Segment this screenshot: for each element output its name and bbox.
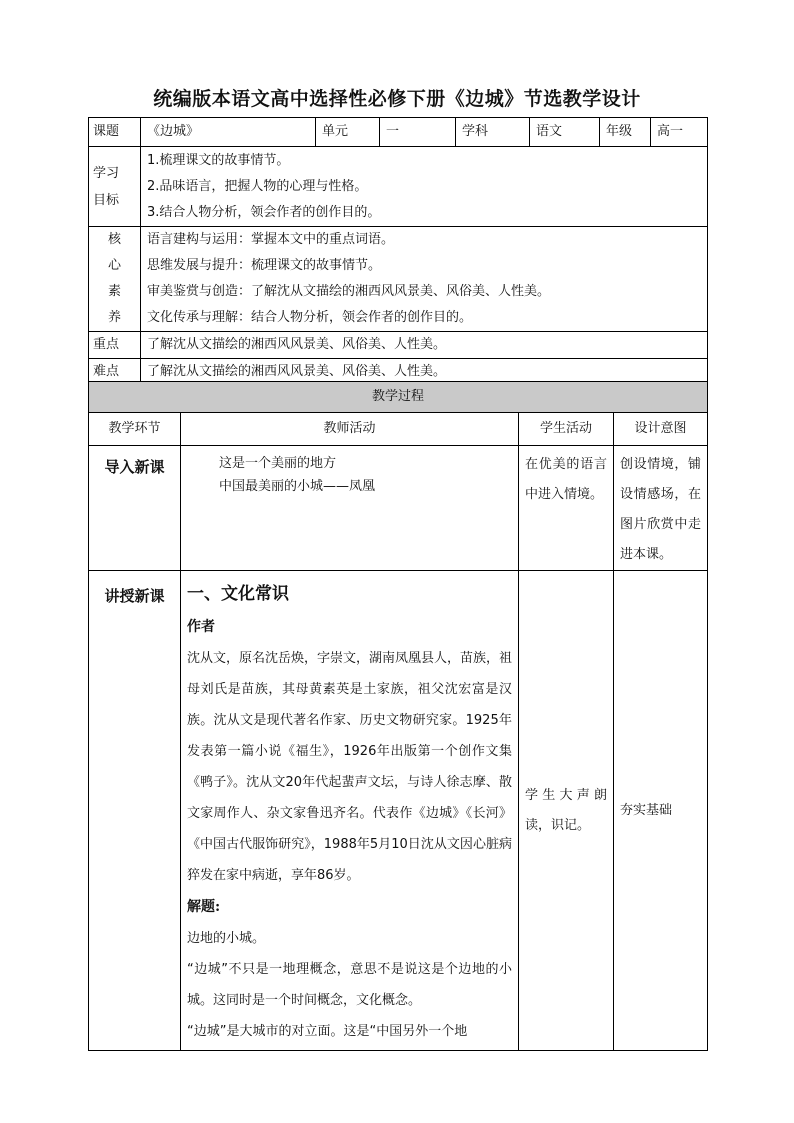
title-heading: 解题: bbox=[187, 899, 221, 915]
lecture-stage: 讲授新课 bbox=[89, 571, 181, 1051]
lecture-student: 学生大声朗读，识记。 bbox=[519, 571, 614, 1051]
info-row bbox=[89, 118, 708, 147]
literacy-label: 核 心 素 养 bbox=[89, 227, 141, 332]
unit-value: 一 bbox=[380, 118, 456, 147]
subject-value: 语文 bbox=[530, 118, 600, 147]
intro-line: 中国最美丽的小城——凤凰 bbox=[219, 479, 376, 494]
literacy-row bbox=[89, 227, 708, 332]
literacy-item: 语言建构与运用：掌握本文中的重点词语。 bbox=[147, 232, 395, 247]
goals-row bbox=[89, 147, 708, 227]
author-heading: 作者 bbox=[187, 619, 215, 635]
key-point-row bbox=[89, 332, 708, 359]
author-text: 沈从文，原名沈岳焕，字崇文，湖南凤凰县人，苗族，祖母刘氏是苗族，其母黄素英是土家族，祖父沈宏富是汉族。沈从文是现代著名作家、历史文物研究家。1925年发表第一篇小说《福生》，1926年出版第一个创作文集《鸭子》。沈从文20年代起蜚声文坛，与诗人徐志摩、散文家周作人、杂文家鲁迅齐名。代表作《边城》《长河》《中国古代服饰研究》，1988年5月10日沈从文因心脏病猝发在家中病逝，享年86岁。 bbox=[187, 651, 513, 883]
difficulty-value: 了解沈从文描绘的湘西风风景美、风俗美、人性美。 bbox=[141, 359, 708, 386]
process-header-row bbox=[89, 382, 708, 413]
column-header-row bbox=[89, 413, 708, 446]
col-student: 学生活动 bbox=[519, 413, 614, 446]
lecture-teacher bbox=[181, 571, 519, 1051]
intro-student: 在优美的语言中进入情境。 bbox=[519, 446, 614, 571]
goals-label: 学习 目标 bbox=[89, 147, 141, 227]
goal-item: 2.品味语言，把握人物的心理与性格。 bbox=[147, 178, 368, 194]
unit-label: 单元 bbox=[316, 118, 380, 147]
title-paragraph: “边城”不只是一地理概念，意思不是说这是个边地的小城。这同时是一个时间概念，文化概念。 bbox=[187, 962, 512, 1008]
lecture-row bbox=[89, 571, 708, 1051]
goals-list bbox=[141, 147, 708, 227]
col-intent: 设计意图 bbox=[614, 413, 708, 446]
col-stage: 教学环节 bbox=[89, 413, 181, 446]
literacy-list bbox=[141, 227, 708, 332]
intro-teacher bbox=[181, 446, 519, 571]
lecture-intent: 夯实基础 bbox=[614, 571, 708, 1051]
lesson-info-table bbox=[88, 117, 708, 386]
goal-item: 3.结合人物分析，领会作者的创作目的。 bbox=[147, 204, 381, 220]
title-paragraph: “边城”是大城市的对立面。这是“中国另外一个地 bbox=[187, 1024, 468, 1039]
course-value: 《边城》 bbox=[141, 118, 316, 147]
section-title: 一、文化常识 bbox=[187, 584, 289, 604]
intro-intent: 创设情境，铺设情感场，在图片欣赏中走进本课。 bbox=[614, 446, 708, 571]
course-label: 课题 bbox=[89, 118, 141, 147]
difficulty-label: 难点 bbox=[89, 359, 141, 386]
title-paragraph: 边地的小城。 bbox=[187, 931, 266, 946]
goal-item: 1.梳理课文的故事情节。 bbox=[147, 152, 290, 168]
intro-line: 这是一个美丽的地方 bbox=[219, 456, 337, 471]
literacy-item: 审美鉴赏与创造：了解沈从文描绘的湘西风风景美、风俗美、人性美。 bbox=[147, 284, 551, 299]
process-header: 教学过程 bbox=[89, 382, 708, 413]
col-teacher: 教师活动 bbox=[181, 413, 519, 446]
intro-stage: 导入新课 bbox=[89, 446, 181, 571]
key-point-value: 了解沈从文描绘的湘西风风景美、风俗美、人性美。 bbox=[141, 332, 708, 359]
subject-label: 学科 bbox=[456, 118, 530, 147]
intro-row bbox=[89, 446, 708, 571]
literacy-item: 思维发展与提升：梳理课文的故事情节。 bbox=[147, 258, 382, 273]
page-title: 统编版本语文高中选择性必修下册《边城》节选教学设计 bbox=[153, 88, 641, 110]
grade-label: 年级 bbox=[600, 118, 651, 147]
key-point-label: 重点 bbox=[89, 332, 141, 359]
teaching-process-table bbox=[88, 381, 708, 1051]
grade-value: 高一 bbox=[651, 118, 708, 147]
literacy-item: 文化传承与理解：结合人物分析，领会作者的创作目的。 bbox=[147, 310, 473, 325]
